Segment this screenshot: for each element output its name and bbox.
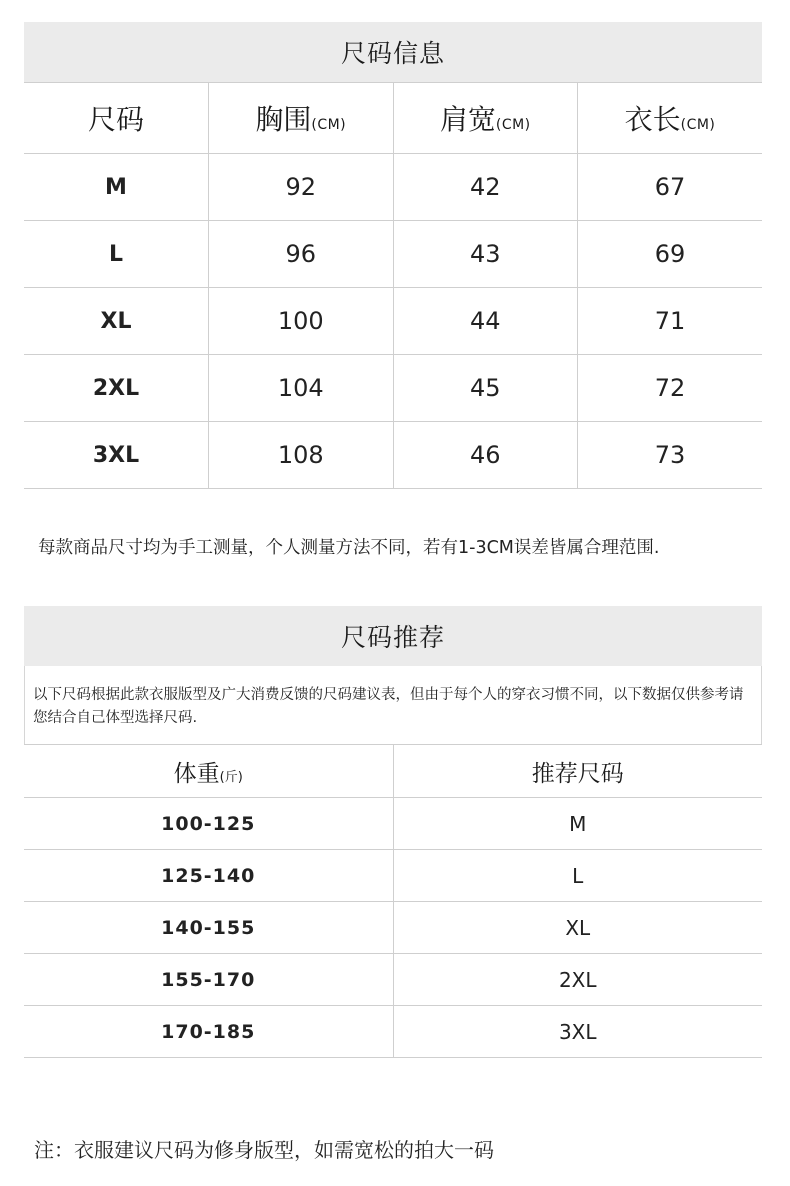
header-shoulder: 肩宽(CM)	[393, 83, 578, 154]
table-row	[24, 954, 762, 1006]
recommendation-title: 尺码推荐	[24, 606, 762, 666]
header-size: 尺码	[24, 83, 209, 154]
shoulder-cell: 44	[393, 288, 578, 355]
chest-cell: 104	[209, 355, 394, 422]
table-row	[24, 288, 762, 355]
table-row	[24, 1006, 762, 1058]
length-cell: 73	[578, 422, 763, 489]
weight-cell: 155-170	[24, 954, 393, 1006]
size-table-header-row	[24, 83, 762, 154]
weight-cell: 140-155	[24, 902, 393, 954]
length-cell: 71	[578, 288, 763, 355]
shoulder-cell: 45	[393, 355, 578, 422]
weight-cell: 125-140	[24, 850, 393, 902]
footnote: 注：衣服建议尺码为修身版型，如需宽松的拍大一码	[34, 1138, 494, 1162]
recommended-size-cell: M	[393, 798, 762, 850]
table-row	[24, 902, 762, 954]
chest-cell: 96	[209, 221, 394, 288]
measurement-note: 每款商品尺寸均为手工测量，个人测量方法不同，若有1-3CM误差皆属合理范围.	[38, 538, 660, 558]
shoulder-cell: 42	[393, 154, 578, 221]
recommended-size-cell: 3XL	[393, 1006, 762, 1058]
table-row	[24, 798, 762, 850]
recommended-size-cell: 2XL	[393, 954, 762, 1006]
recommended-size-cell: XL	[393, 902, 762, 954]
size-cell: XL	[24, 288, 209, 355]
header-recommended-size: 推荐尺码	[393, 745, 762, 798]
recommended-size-cell: L	[393, 850, 762, 902]
header-chest: 胸围(CM)	[209, 83, 394, 154]
table-row	[24, 850, 762, 902]
table-row	[24, 154, 762, 221]
size-info-title: 尺码信息	[24, 22, 762, 82]
length-cell: 67	[578, 154, 763, 221]
table-row	[24, 422, 762, 489]
weight-cell: 100-125	[24, 798, 393, 850]
header-weight: 体重(斤)	[24, 745, 393, 798]
length-cell: 69	[578, 221, 763, 288]
rec-table-header-row	[24, 745, 762, 798]
recommendation-table	[24, 744, 762, 1058]
shoulder-cell: 46	[393, 422, 578, 489]
size-info-section	[24, 22, 762, 489]
length-cell: 72	[578, 355, 763, 422]
table-row	[24, 355, 762, 422]
size-recommendation-section	[24, 606, 762, 1058]
size-cell: L	[24, 221, 209, 288]
table-row	[24, 221, 762, 288]
recommendation-intro: 以下尺码根据此款衣服版型及广大消费反馈的尺码建议表，但由于每个人的穿衣习惯不同，以下数据仅供参考请您结合自己体型选择尺码.	[24, 666, 762, 744]
shoulder-cell: 43	[393, 221, 578, 288]
size-cell: M	[24, 154, 209, 221]
chest-cell: 108	[209, 422, 394, 489]
header-length: 衣长(CM)	[578, 83, 763, 154]
size-cell: 2XL	[24, 355, 209, 422]
weight-cell: 170-185	[24, 1006, 393, 1058]
chest-cell: 92	[209, 154, 394, 221]
size-cell: 3XL	[24, 422, 209, 489]
chest-cell: 100	[209, 288, 394, 355]
size-info-table	[24, 82, 762, 489]
